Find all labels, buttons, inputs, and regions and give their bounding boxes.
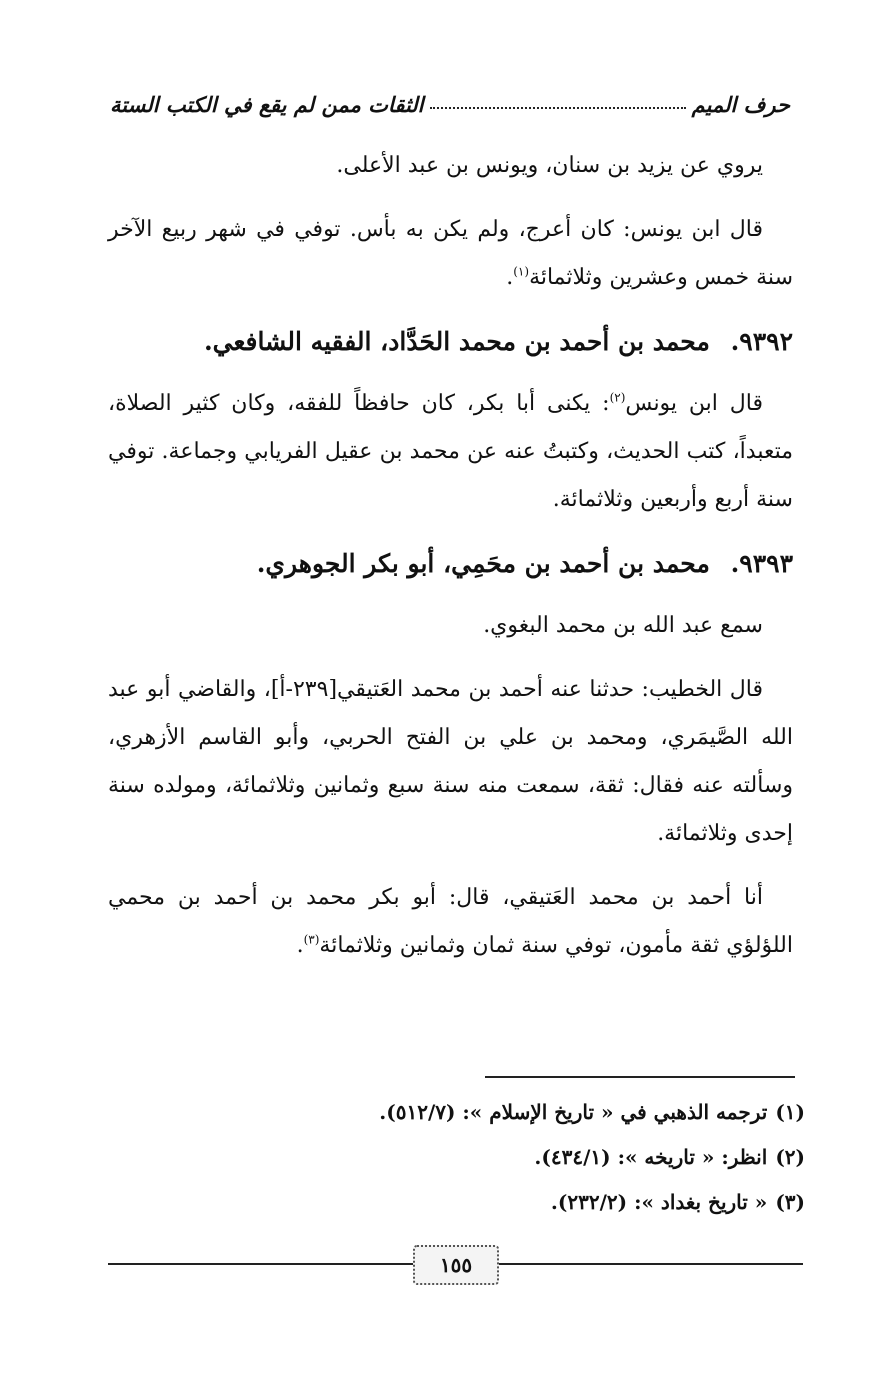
footnote-separator — [485, 1076, 795, 1078]
entry-heading-9392 — [108, 318, 793, 366]
running-head-book-title: الثقات ممن لم يقع في الكتب الستة — [110, 92, 424, 117]
running-head-dots — [430, 92, 686, 109]
paragraph-al-atiqi: أنا أحمد بن محمد العَتيقي، قال: أبو بكر محمد بن أحمد بن محمي اللؤلؤي ثقة مأمون، توفي سنة ثمان وثمانين وثلاثمائة$^{(٣)}$. — [108, 885, 793, 958]
running-head-chapter: حرف الميم — [691, 92, 790, 117]
footnote-number: (٢) — [775, 1145, 805, 1169]
paragraph-ibn-yunus-2 — [108, 380, 793, 524]
entry-heading-9393 — [108, 540, 793, 588]
footnote-ref-3[interactable]: (٣) — [303, 932, 320, 947]
paragraph-heard-from: سمع عبد الله بن محمد البغوي. — [483, 613, 763, 638]
folio-rule-right — [495, 1263, 803, 1265]
footnote-number: (١) — [775, 1100, 805, 1124]
footnote-3 — [108, 1180, 805, 1225]
paragraph-text: قال ابن يونس: كان أعرج، ولم يكن به بأس. توفي في شهر ربيع الآخر سنة خمس وعشرين وثلاثمائة — [108, 217, 793, 290]
page-number: ١٥٥ — [413, 1245, 499, 1285]
footnotes — [108, 1090, 805, 1225]
entry-number: ٩٣٩٢. — [730, 327, 793, 356]
running-head — [110, 92, 790, 117]
footnote-1 — [108, 1090, 805, 1135]
footnote-text: انظر: « تاريخه »: (٤٣٤/١). — [534, 1145, 768, 1169]
paragraph-narrators: يروي عن يزيد بن سنان، ويونس بن عبد الأعلى. — [336, 153, 763, 178]
footnote-ref-1[interactable]: (١) — [513, 264, 530, 279]
footnote-text: « تاريخ بغداد »: (٢٣٢/٢). — [550, 1190, 768, 1214]
paragraph-al-khatib: قال الخطيب: حدثنا عنه أحمد بن محمد العَتيقي[٢٣٩-أ]، والقاضي أبو عبد الله الصَّيمَري، ومحمد بن علي بن الفتح الحربي، وأبو القاسم الأزهري، وسألته عنه فقال: ثقة، سمعت منه سنة سبع وثمانين وثلاثمائة، ومولده سنة إحدى وثلاثمائة. — [108, 677, 793, 846]
entry-name: محمد بن أحمد بن محمد الحَدَّاد، الفقيه الشافعي. — [203, 327, 710, 356]
paragraph-text-continued: : يكنى أبا بكر، كان حافظاً للفقه، وكان كثير الصلاة، متعبداً، كتب الحديث، وكتبتُ عنه عن محمد بن عقيل الفريابي وجماعة. توفي سنة أربع وأربعين وثلاثمائة. — [108, 391, 793, 512]
footnote-text: ترجمه الذهبي في « تاريخ الإسلام »: (٥١٢/٧). — [379, 1100, 768, 1124]
folio-rule-left — [108, 1263, 413, 1265]
page-body — [108, 142, 793, 986]
footnote-number: (٣) — [775, 1190, 805, 1214]
footnote-2 — [108, 1135, 805, 1180]
entry-number: ٩٣٩٣. — [730, 549, 793, 578]
paragraph-ibn-yunus-1: قال ابن يونس: كان أعرج، ولم يكن به بأس. توفي في شهر ربيع الآخر سنة خمس وعشرين وثلاثمائة$^{(١)}$. — [108, 217, 793, 290]
paragraph-text: قال ابن يونس — [625, 391, 763, 416]
entry-name: محمد بن أحمد بن محَمِي، أبو بكر الجوهري. — [256, 549, 710, 578]
footnote-ref-2[interactable]: (٢) — [609, 390, 626, 405]
paragraph-text: أنا أحمد بن محمد العَتيقي، قال: أبو بكر محمد بن أحمد بن محمي اللؤلؤي ثقة مأمون، توفي سنة ثمان وثمانين وثلاثمائة — [108, 885, 793, 958]
